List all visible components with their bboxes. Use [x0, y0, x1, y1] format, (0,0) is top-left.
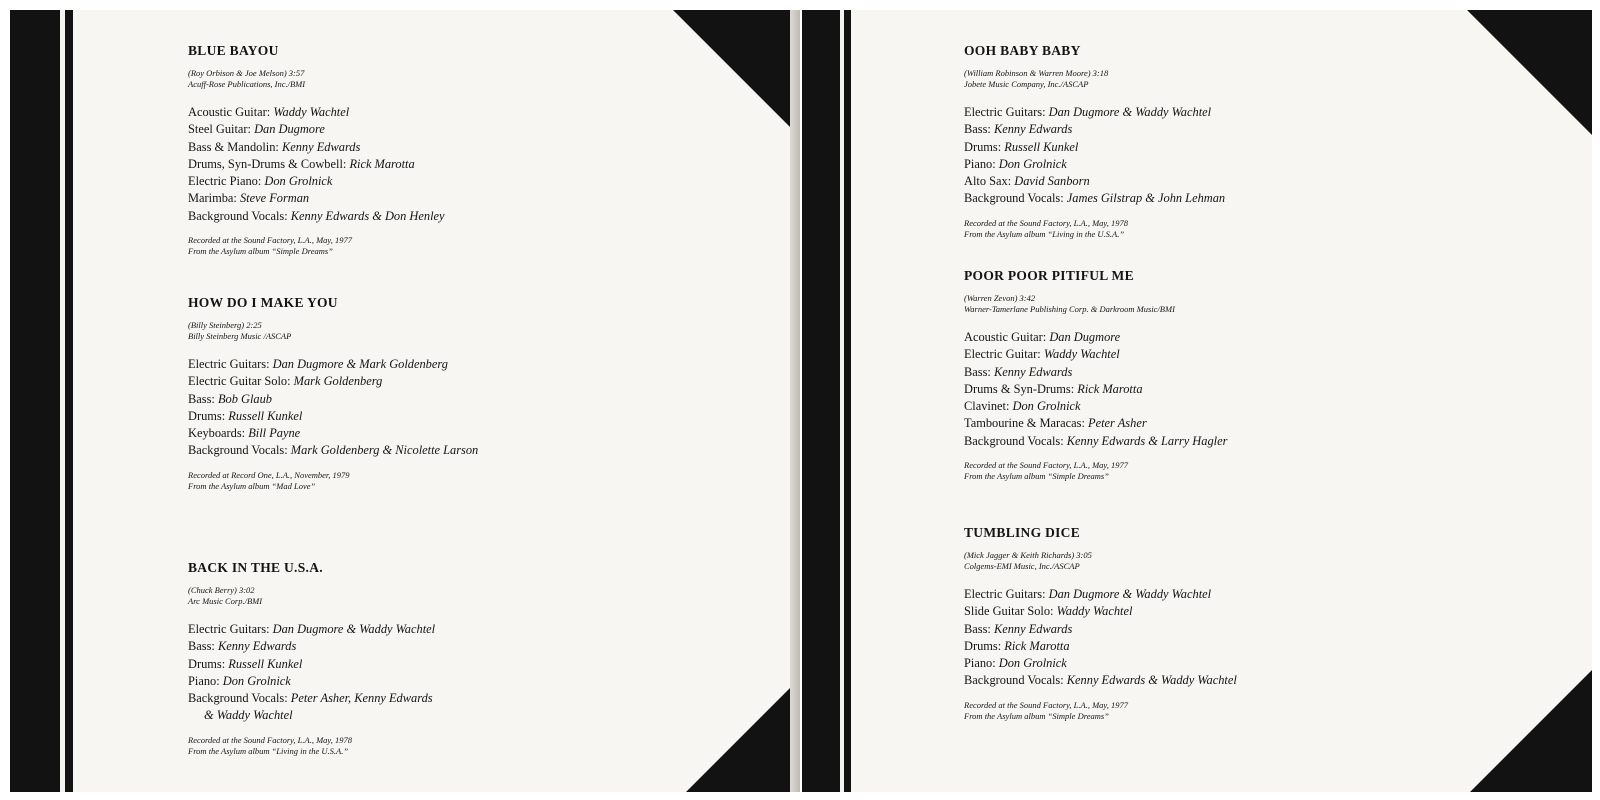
left-edge-black-bar [10, 10, 60, 792]
songwriter-credit: (Mick Jagger & Keith Richards) 3:05 [964, 550, 1092, 560]
personnel-line: Tambourine & Maracas: Peter Asher [964, 416, 1147, 431]
songwriter-credit: (Roy Orbison & Joe Melson) 3:57 [188, 68, 305, 78]
recording-notes [964, 218, 1225, 240]
album-note: From the Asylum album “Simple Dreams” [964, 710, 1109, 721]
personnel-line: Background Vocals: Peter Asher, Kenny Edwards [188, 691, 433, 706]
personnel-line: Drums: Russell Kunkel [188, 408, 303, 423]
song-block-6 [964, 525, 1237, 722]
publisher-credit: Billy Steinberg Music /ASCAP [188, 331, 292, 341]
album-note: From the Asylum album “Simple Dreams” [188, 246, 333, 257]
personnel-line: Bass & Mandolin: Kenny Edwards [188, 139, 361, 154]
personnel-list [964, 586, 1237, 690]
bottom-right-photo-corner [1470, 670, 1592, 792]
right-spine-thin-bar [844, 10, 851, 792]
song-title: BLUE BAYOU [188, 43, 279, 58]
recording-note: Recorded at Record One, L.A., November, 1979 [188, 469, 350, 480]
recording-note: Recorded at the Sound Factory, L.A., May, 1977 [964, 460, 1128, 471]
personnel-list [188, 104, 445, 225]
personnel-line: Piano: Don Grolnick [964, 656, 1067, 671]
song-title: BACK IN THE U.S.A. [188, 560, 323, 575]
personnel-line: Electric Piano: Don Grolnick [188, 174, 333, 189]
personnel-line: Electric Guitars: Dan Dugmore & Waddy Wachtel [188, 622, 436, 636]
right-page [802, 10, 1592, 792]
bottom-right-photo-corner [686, 680, 798, 792]
songwriter-credit: (William Robinson & Warren Moore) 3:18 [964, 68, 1109, 78]
personnel-line: Drums: Russell Kunkel [188, 656, 303, 671]
recording-notes [188, 735, 435, 757]
publisher-credit: Colgems-EMI Music, Inc./ASCAP [964, 561, 1080, 571]
song-block-1 [188, 43, 445, 257]
songwriter-credit: (Billy Steinberg) 2:25 [188, 320, 262, 330]
personnel-list [188, 621, 435, 725]
personnel-line: Alto Sax: David Sanborn [964, 174, 1090, 189]
publisher-credit: Acuff-Rose Publications, Inc./BMI [188, 79, 306, 89]
song-title: OOH BABY BABY [964, 43, 1081, 58]
personnel-line-continued: & Waddy Wachtel [204, 708, 293, 723]
personnel-line: Piano: Don Grolnick [188, 673, 291, 688]
personnel-line: Acoustic Guitar: Dan Dugmore [964, 330, 1121, 344]
recording-note: Recorded at the Sound Factory, L.A., May, 1977 [188, 235, 352, 246]
recording-notes [964, 460, 1227, 482]
publisher-credit: Warner-Tamerlane Publishing Corp. & Darkroom Music/BMI [964, 304, 1175, 314]
personnel-line: Slide Guitar Solo: Waddy Wachtel [964, 604, 1133, 619]
album-note: From the Asylum album “Living in the U.S.A.” [188, 745, 349, 756]
recording-notes [188, 470, 478, 492]
songwriter-credit: (Warren Zevon) 3:42 [964, 293, 1036, 303]
left-page [10, 10, 798, 792]
left-edge-thin-bar [65, 10, 73, 792]
album-note: From the Asylum album “Living in the U.S.A.” [964, 228, 1125, 239]
personnel-line: Bass: Kenny Edwards [964, 621, 1073, 636]
personnel-line: Clavinet: Don Grolnick [964, 399, 1081, 414]
right-spine-black-bar [802, 10, 840, 792]
spine-fold [790, 10, 800, 792]
album-note: From the Asylum album “Simple Dreams” [964, 471, 1109, 482]
personnel-line: Electric Guitar: Waddy Wachtel [964, 347, 1120, 362]
personnel-line: Bass: Kenny Edwards [964, 122, 1073, 137]
personnel-line: Electric Guitars: Dan Dugmore & Waddy Wachtel [964, 587, 1212, 601]
personnel-line: Electric Guitars: Dan Dugmore & Waddy Wachtel [964, 105, 1212, 119]
song-block-5 [964, 268, 1227, 482]
personnel-line: Background Vocals: Kenny Edwards & Don Henley [188, 208, 445, 223]
personnel-line: Drums: Russell Kunkel [964, 139, 1079, 154]
personnel-line: Marimba: Steve Forman [188, 191, 310, 206]
personnel-line: Keyboards: Bill Payne [188, 426, 301, 441]
song-title: HOW DO I MAKE YOU [188, 295, 338, 310]
personnel-line: Bass: Kenny Edwards [964, 364, 1073, 379]
recording-notes [964, 700, 1237, 722]
songwriter-credit: (Chuck Berry) 3:02 [188, 585, 255, 595]
song-block-2 [188, 295, 478, 492]
personnel-line: Electric Guitars: Dan Dugmore & Mark Goldenberg [188, 357, 448, 371]
top-right-photo-corner [1467, 10, 1592, 135]
song-title: TUMBLING DICE [964, 525, 1081, 540]
personnel-list [964, 329, 1227, 450]
personnel-line: Drums, Syn-Drums & Cowbell: Rick Marotta [188, 156, 415, 171]
personnel-list [188, 356, 478, 460]
song-title: POOR POOR PITIFUL ME [964, 268, 1134, 283]
recording-note: Recorded at the Sound Factory, L.A., May, 1978 [188, 734, 352, 745]
personnel-line: Background Vocals: Kenny Edwards & Larry Hagler [964, 433, 1228, 448]
personnel-line: Drums: Rick Marotta [964, 638, 1070, 653]
publisher-credit: Arc Music Corp./BMI [188, 596, 263, 606]
personnel-line: Acoustic Guitar: Waddy Wachtel [188, 105, 350, 119]
personnel-list [964, 104, 1225, 208]
recording-note: Recorded at the Sound Factory, L.A., May, 1977 [964, 699, 1128, 710]
song-block-3 [188, 560, 435, 757]
top-right-photo-corner [673, 10, 798, 135]
song-block-4 [964, 43, 1225, 240]
personnel-line: Background Vocals: Kenny Edwards & Waddy Wachtel [964, 673, 1237, 688]
recording-note: Recorded at the Sound Factory, L.A., May, 1978 [964, 217, 1128, 228]
publisher-credit: Jobete Music Company, Inc./ASCAP [964, 79, 1089, 89]
personnel-line: Steel Guitar: Dan Dugmore [188, 122, 325, 137]
personnel-line: Bass: Kenny Edwards [188, 639, 297, 654]
personnel-line: Background Vocals: James Gilstrap & John Lehman [964, 191, 1226, 206]
personnel-line: Drums & Syn-Drums: Rick Marotta [964, 381, 1143, 396]
personnel-line: Piano: Don Grolnick [964, 156, 1067, 171]
album-note: From the Asylum album “Mad Love” [188, 480, 316, 491]
personnel-line: Bass: Bob Glaub [188, 391, 272, 406]
personnel-line: Background Vocals: Mark Goldenberg & Nicolette Larson [188, 443, 479, 458]
personnel-line: Electric Guitar Solo: Mark Goldenberg [188, 374, 383, 389]
recording-notes [188, 235, 445, 257]
